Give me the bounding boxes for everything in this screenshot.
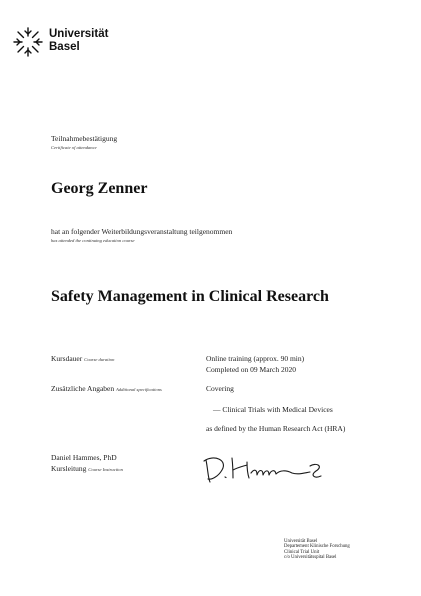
address-line4: c/o Universitätsspital Basel xyxy=(284,555,337,561)
course-title: Safety Management in Clinical Research xyxy=(51,288,329,305)
additional-value-line1: Covering xyxy=(206,384,234,393)
university-logo xyxy=(12,26,132,58)
attendance-text-en: has attended the continuing education course xyxy=(51,238,135,243)
certificate-title-de: Teilnahmebestätigung xyxy=(51,134,118,143)
university-basel-logo-icon xyxy=(12,26,44,58)
attendance-text-de: hat an folgender Weiterbildungsveranstaltung teilgenommen xyxy=(51,227,233,236)
instructor-signature xyxy=(202,448,330,488)
address-line2: Departement Klinische Forschung xyxy=(284,544,350,550)
instructor-label-de: Kursleitung xyxy=(51,464,87,473)
additional-value-line2: — Clinical Trials with Medical Devices xyxy=(213,405,333,414)
duration-label-en: Course duration xyxy=(84,357,115,362)
additional-label-en: Additional specifications xyxy=(115,387,162,392)
instructor-name: Daniel Hammes, PhD xyxy=(51,453,117,462)
university-name-line1: Universität xyxy=(49,28,109,40)
participant-name: Georg Zenner xyxy=(51,180,148,197)
university-name xyxy=(49,28,108,54)
address-line1: Universität Basel xyxy=(284,539,318,544)
duration-value-line2: Completed on 09 March 2020 xyxy=(206,365,296,374)
university-name-line2: Basel xyxy=(49,41,80,53)
footer-address xyxy=(284,539,350,561)
certificate-title-en: Certificate of attendance xyxy=(51,145,97,150)
additional-label-de: Zusätzliche Angaben xyxy=(51,384,115,393)
duration-label xyxy=(51,354,114,363)
duration-label-de: Kursdauer xyxy=(51,354,83,363)
duration-value-line1: Online training (approx. 90 min) xyxy=(206,354,305,363)
instructor-label xyxy=(51,464,123,473)
instructor-label-en: Course Instruction xyxy=(88,467,123,472)
additional-label xyxy=(51,384,162,393)
additional-value-line3: as defined by the Human Research Act (HRA) xyxy=(206,424,346,433)
address-line3: Clinical Trial Unit xyxy=(284,549,320,555)
